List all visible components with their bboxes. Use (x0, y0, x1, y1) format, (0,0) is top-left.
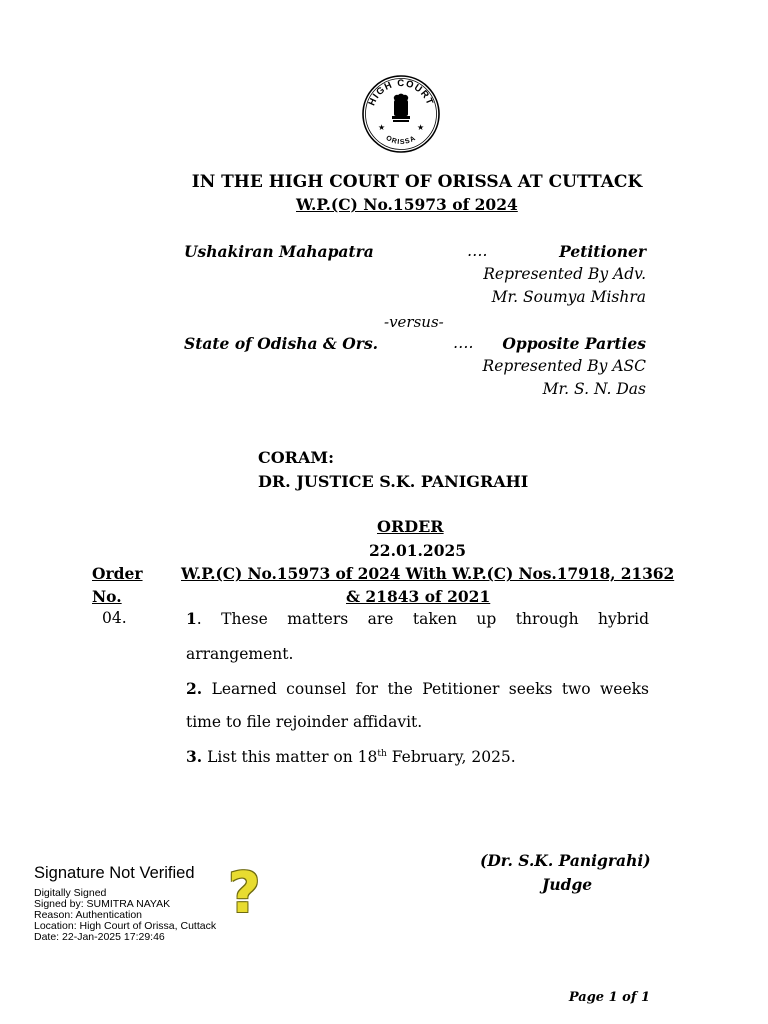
order-date: 22.01.2025 (369, 541, 467, 560)
order-heading: ORDER (377, 517, 444, 536)
judge-name: (Dr. S.K. Panigrahi) (480, 851, 651, 870)
signature-line-5: Date: 22-Jan-2025 17:29:46 (34, 931, 165, 943)
respondent-dots: …. (453, 334, 474, 352)
signature-status: Signature Not Verified (34, 864, 195, 882)
respondent-rep-line1: Represented By ASC (482, 357, 646, 375)
para1-number: 1 (186, 609, 197, 628)
coram-judge: DR. JUSTICE S.K. PANIGRAHI (258, 472, 529, 491)
question-mark-icon: ? (228, 861, 261, 926)
order-no-label-1: Order (92, 564, 143, 583)
signature-line-4: Location: High Court of Orissa, Cuttack (34, 920, 217, 932)
emblem-icon (392, 94, 410, 122)
para3-post: February, 2025. (386, 748, 516, 766)
seal-star-right-icon: ★ (417, 123, 425, 132)
order-title-line-2: & 21843 of 2021 (346, 587, 491, 606)
seal-text-bottom: ORISSA (384, 134, 418, 147)
petitioner-rep-line2: Mr. Soumya Mishra (491, 288, 646, 306)
para3-number: 3. (186, 747, 203, 766)
page-number: Page 1 of 1 (568, 990, 650, 1005)
para2-number: 2. (186, 679, 203, 698)
seal-text-top: HIGH COURT (366, 77, 436, 108)
signature-line-1: Digitally Signed (34, 887, 107, 899)
signature-line-2: Signed by: SUMITRA NAYAK (34, 898, 171, 910)
judge-title: Judge (542, 875, 593, 894)
court-title: IN THE HIGH COURT OF ORISSA AT CUTTACK (191, 172, 643, 192)
para2-line2: time to file rejoinder affidavit. (186, 713, 423, 731)
high-court-seal (361, 74, 441, 154)
versus-label: -versus- (384, 313, 444, 331)
digital-signature-stamp[interactable] (34, 861, 261, 952)
respondent-name: State of Odisha & Ors. (184, 334, 379, 353)
order-title-line-1: W.P.(C) No.15973 of 2024 With W.P.(C) Nos.17918, 21362 (181, 564, 675, 583)
petitioner-name: Ushakiran Mahapatra (184, 242, 374, 261)
order-number: 04. (102, 609, 127, 627)
case-number: W.P.(C) No.15973 of 2024 (296, 195, 518, 214)
seal-star-left-icon: ★ (378, 123, 386, 132)
paragraph-3 (186, 747, 516, 766)
paragraph-1 (186, 609, 649, 628)
petitioner-dots: …. (467, 242, 488, 260)
order-no-label-2: No. (92, 587, 122, 606)
petitioner-rep-line1: Represented By Adv. (483, 265, 646, 283)
para2-line1: Learned counsel for the Petitioner seeks two weeks (202, 680, 649, 698)
para3-pre: List this matter on 18 (202, 748, 378, 766)
signature-line-3: Reason: Authentication (34, 909, 142, 921)
paragraph-2 (186, 679, 649, 698)
coram-label: CORAM: (258, 448, 334, 467)
para3-sup: th (377, 748, 387, 759)
svg-text:ORISSA (385, 135, 418, 146)
para1-line1: . These matters are taken up through hybrid (196, 610, 649, 628)
respondent-rep-line2: Mr. S. N. Das (542, 380, 646, 398)
petitioner-role: Petitioner (559, 242, 646, 261)
para1-line2: arrangement. (186, 645, 294, 663)
respondent-role: Opposite Parties (502, 334, 646, 353)
